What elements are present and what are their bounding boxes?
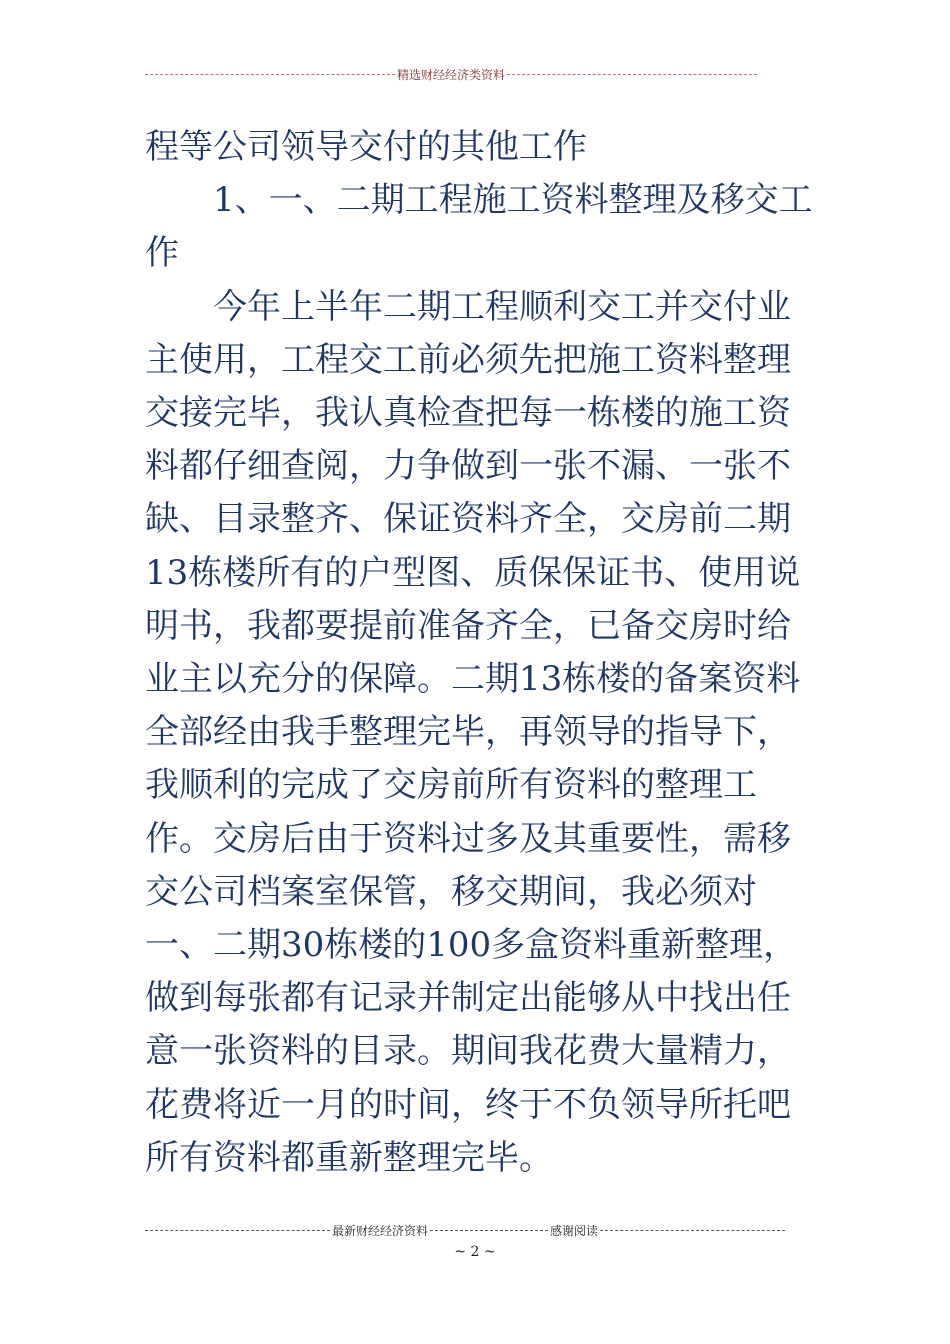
- footer-left-text: 最新财经经济资料: [331, 1224, 428, 1238]
- footer-rule-left: [145, 1230, 330, 1231]
- page-footer: [145, 1222, 785, 1239]
- document-body: [145, 121, 817, 1185]
- footer-rule-middle: [430, 1230, 548, 1231]
- section-heading: 1、一、二期工程施工资料整理及移交工作: [145, 180, 813, 274]
- header-rule-left: [145, 74, 395, 75]
- continued-line: 程等公司领导交付的其他工作: [145, 127, 587, 167]
- page-header: [145, 66, 757, 83]
- footer-right-text: 感谢阅读: [550, 1224, 599, 1238]
- body-paragraph: 今年上半年二期工程顺利交工并交付业主使用，工程交工前必须先把施工资料整理交接完毕，我认真检查把每一栋楼的施工资料都仔细查阅，力争做到一张不漏、一张不缺、目录整齐、保证资料齐全，交房前二期13栋楼所有的户型图、质保保证书、使用说明书，我都要提前准备齐全，已备交房时给业主以充分的保障。二期13栋楼的备案资料全部经由我手整理完毕，再领导的指导下，我顺利的完成了交房前所有资料的整理工作。交房后由于资料过多及其重要性，需移交公司档案室保管，移交期间，我必须对一、二期30栋楼的100多盒资料重新整理，做到每张都有记录并制定出能够从中找出任意一张资料的目录。期间我花费大量精力，花费将近一月的时间，终于不负领导所托吧所有资料都重新整理完毕。: [145, 286, 801, 1178]
- page-number: ~ 2 ~: [454, 1244, 496, 1260]
- header-title: 精选财经经济类资料: [397, 68, 506, 82]
- header-rule-right: [507, 74, 757, 75]
- footer-rule-right: [600, 1230, 785, 1231]
